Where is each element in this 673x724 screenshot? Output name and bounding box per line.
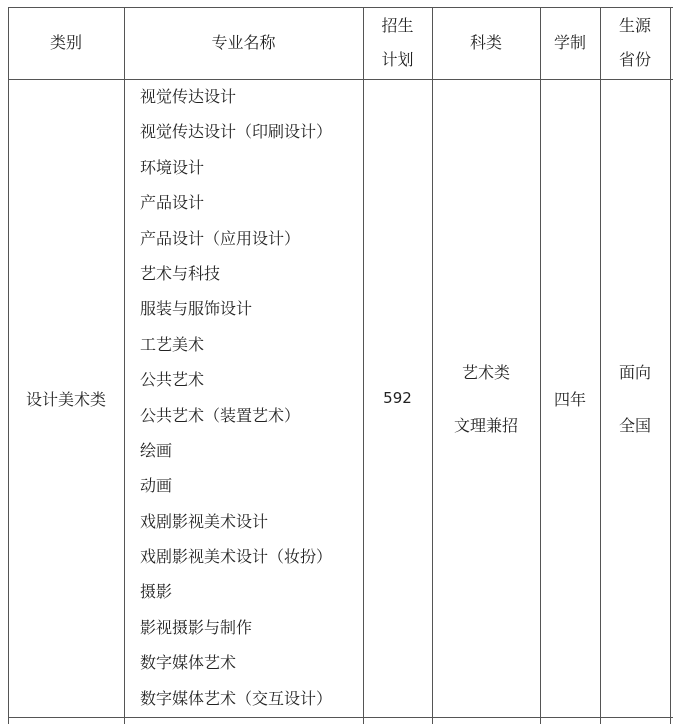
list-item: 产品设计（应用设计）	[140, 228, 301, 248]
row-bottom-border	[8, 717, 673, 718]
list-item: 视觉传达设计（印刷设计）	[140, 122, 333, 142]
list-item: 公共艺术	[140, 370, 205, 390]
list-item: 动画	[140, 476, 173, 496]
list-item: 服装与服饰设计	[140, 299, 253, 319]
subject-line2: 文理兼招	[453, 416, 518, 435]
list-item: 戏剧影视美术设计	[140, 511, 269, 531]
list-item: 公共艺术（装置艺术）	[140, 405, 301, 425]
list-item: 数字媒体艺术	[140, 653, 237, 673]
source-line1: 面向	[618, 363, 651, 382]
list-item: 数字媒体艺术（交互设计）	[140, 688, 333, 708]
column-divider	[124, 7, 125, 724]
duration-cell	[540, 79, 600, 717]
list-item: 环境设计	[140, 157, 205, 177]
subject-line1: 艺术类	[461, 363, 510, 382]
enroll-plan-value: 592	[383, 389, 412, 407]
category-value: 设计美术类	[25, 389, 106, 409]
header-major-name-label: 专业名称	[211, 33, 276, 52]
list-item: 产品设计	[140, 193, 205, 213]
header-enroll-plan	[363, 7, 432, 79]
header-source-line1: 生源	[618, 16, 651, 35]
list-item: 绘画	[140, 440, 173, 460]
header-enroll-line2: 计划	[381, 50, 414, 69]
list-item: 摄影	[140, 582, 173, 602]
subject-cell	[432, 79, 540, 717]
header-source-line2: 省份	[618, 50, 651, 69]
list-item: 艺术与科技	[140, 263, 221, 283]
header-source	[600, 7, 670, 79]
category-cell	[8, 79, 124, 717]
source-cell	[600, 79, 670, 717]
source-line2: 全国	[618, 416, 651, 435]
list-item: 视觉传达设计	[140, 87, 237, 106]
header-major-name	[124, 7, 363, 79]
list-item: 影视摄影与制作	[140, 617, 253, 637]
table-right-border	[670, 7, 671, 724]
header-duration	[540, 7, 600, 79]
list-item: 戏剧影视美术设计（妆扮）	[140, 547, 333, 567]
header-category	[8, 7, 124, 79]
list-item: 工艺美术	[140, 334, 205, 354]
enroll-plan-cell	[363, 79, 432, 717]
header-duration-label: 学制	[553, 33, 586, 52]
duration-value: 四年	[553, 389, 586, 409]
header-subject-label: 科类	[469, 33, 502, 52]
header-enroll-line1: 招生	[381, 16, 414, 35]
major-list	[140, 84, 332, 721]
header-subject	[432, 7, 540, 79]
header-category-label: 类别	[49, 33, 82, 52]
